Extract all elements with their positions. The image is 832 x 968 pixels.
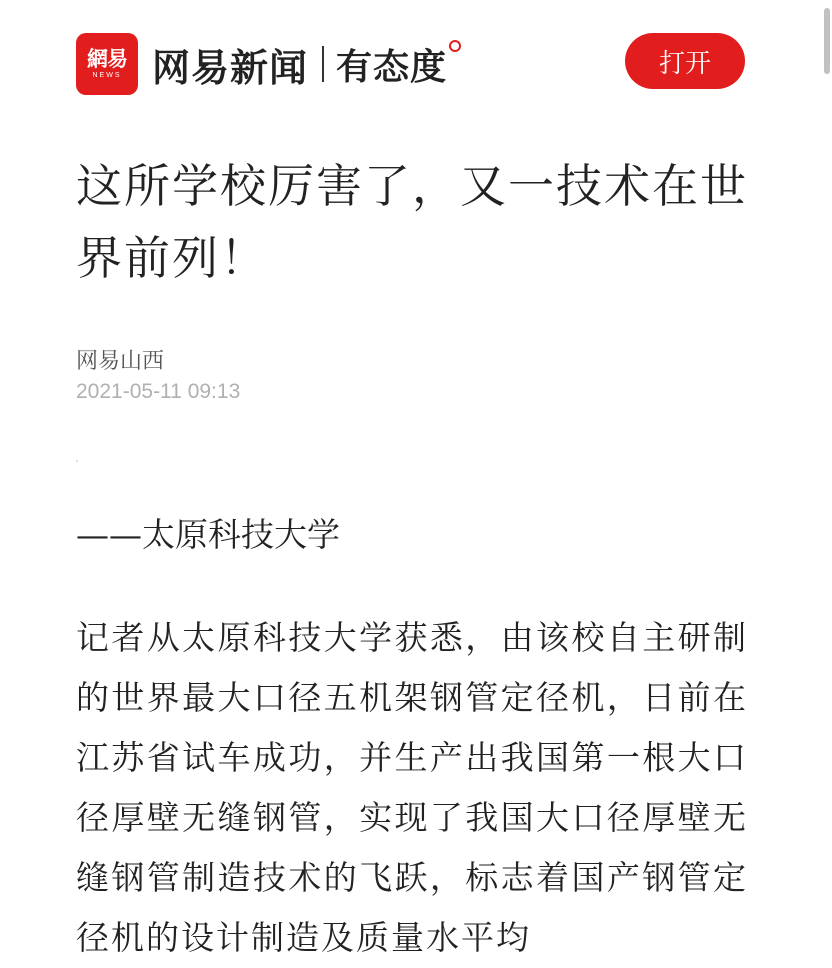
logo-text: 網易 [87,46,127,71]
brand [152,36,461,92]
article-source[interactable]: 网易山西 [76,349,165,374]
scrollbar[interactable] [820,0,832,930]
brand-separator [322,46,324,82]
logo-subtext: NEWS [92,72,122,79]
brand-slogan: 有态度 [336,46,448,88]
registered-mark-icon [449,40,461,52]
article-date: 2021-05-11 09:13 [76,380,241,403]
app-header [0,0,832,120]
divider [76,460,78,462]
netease-news-logo[interactable] [76,33,138,95]
scrollbar-thumb[interactable] [824,8,830,74]
article-title: 这所学校厉害了，又一技术在世界前列！ [76,159,748,285]
brand-name: 网易新闻 [152,45,309,90]
article-subtitle: ——太原科技大学 [76,515,340,554]
open-app-button[interactable]: 打开 [625,33,745,89]
article-body: 记者从太原科技大学获悉，由该校自主研制的世界最大口径五机架钢管定径机，日前在江苏省试车成功，并生产出我国第一根大口径厚壁无缝钢管，实现了我国大口径厚壁无缝钢管制造技术的飞跃，标志着国产钢管定径机的设计制造及质量水平均 [76,618,748,957]
